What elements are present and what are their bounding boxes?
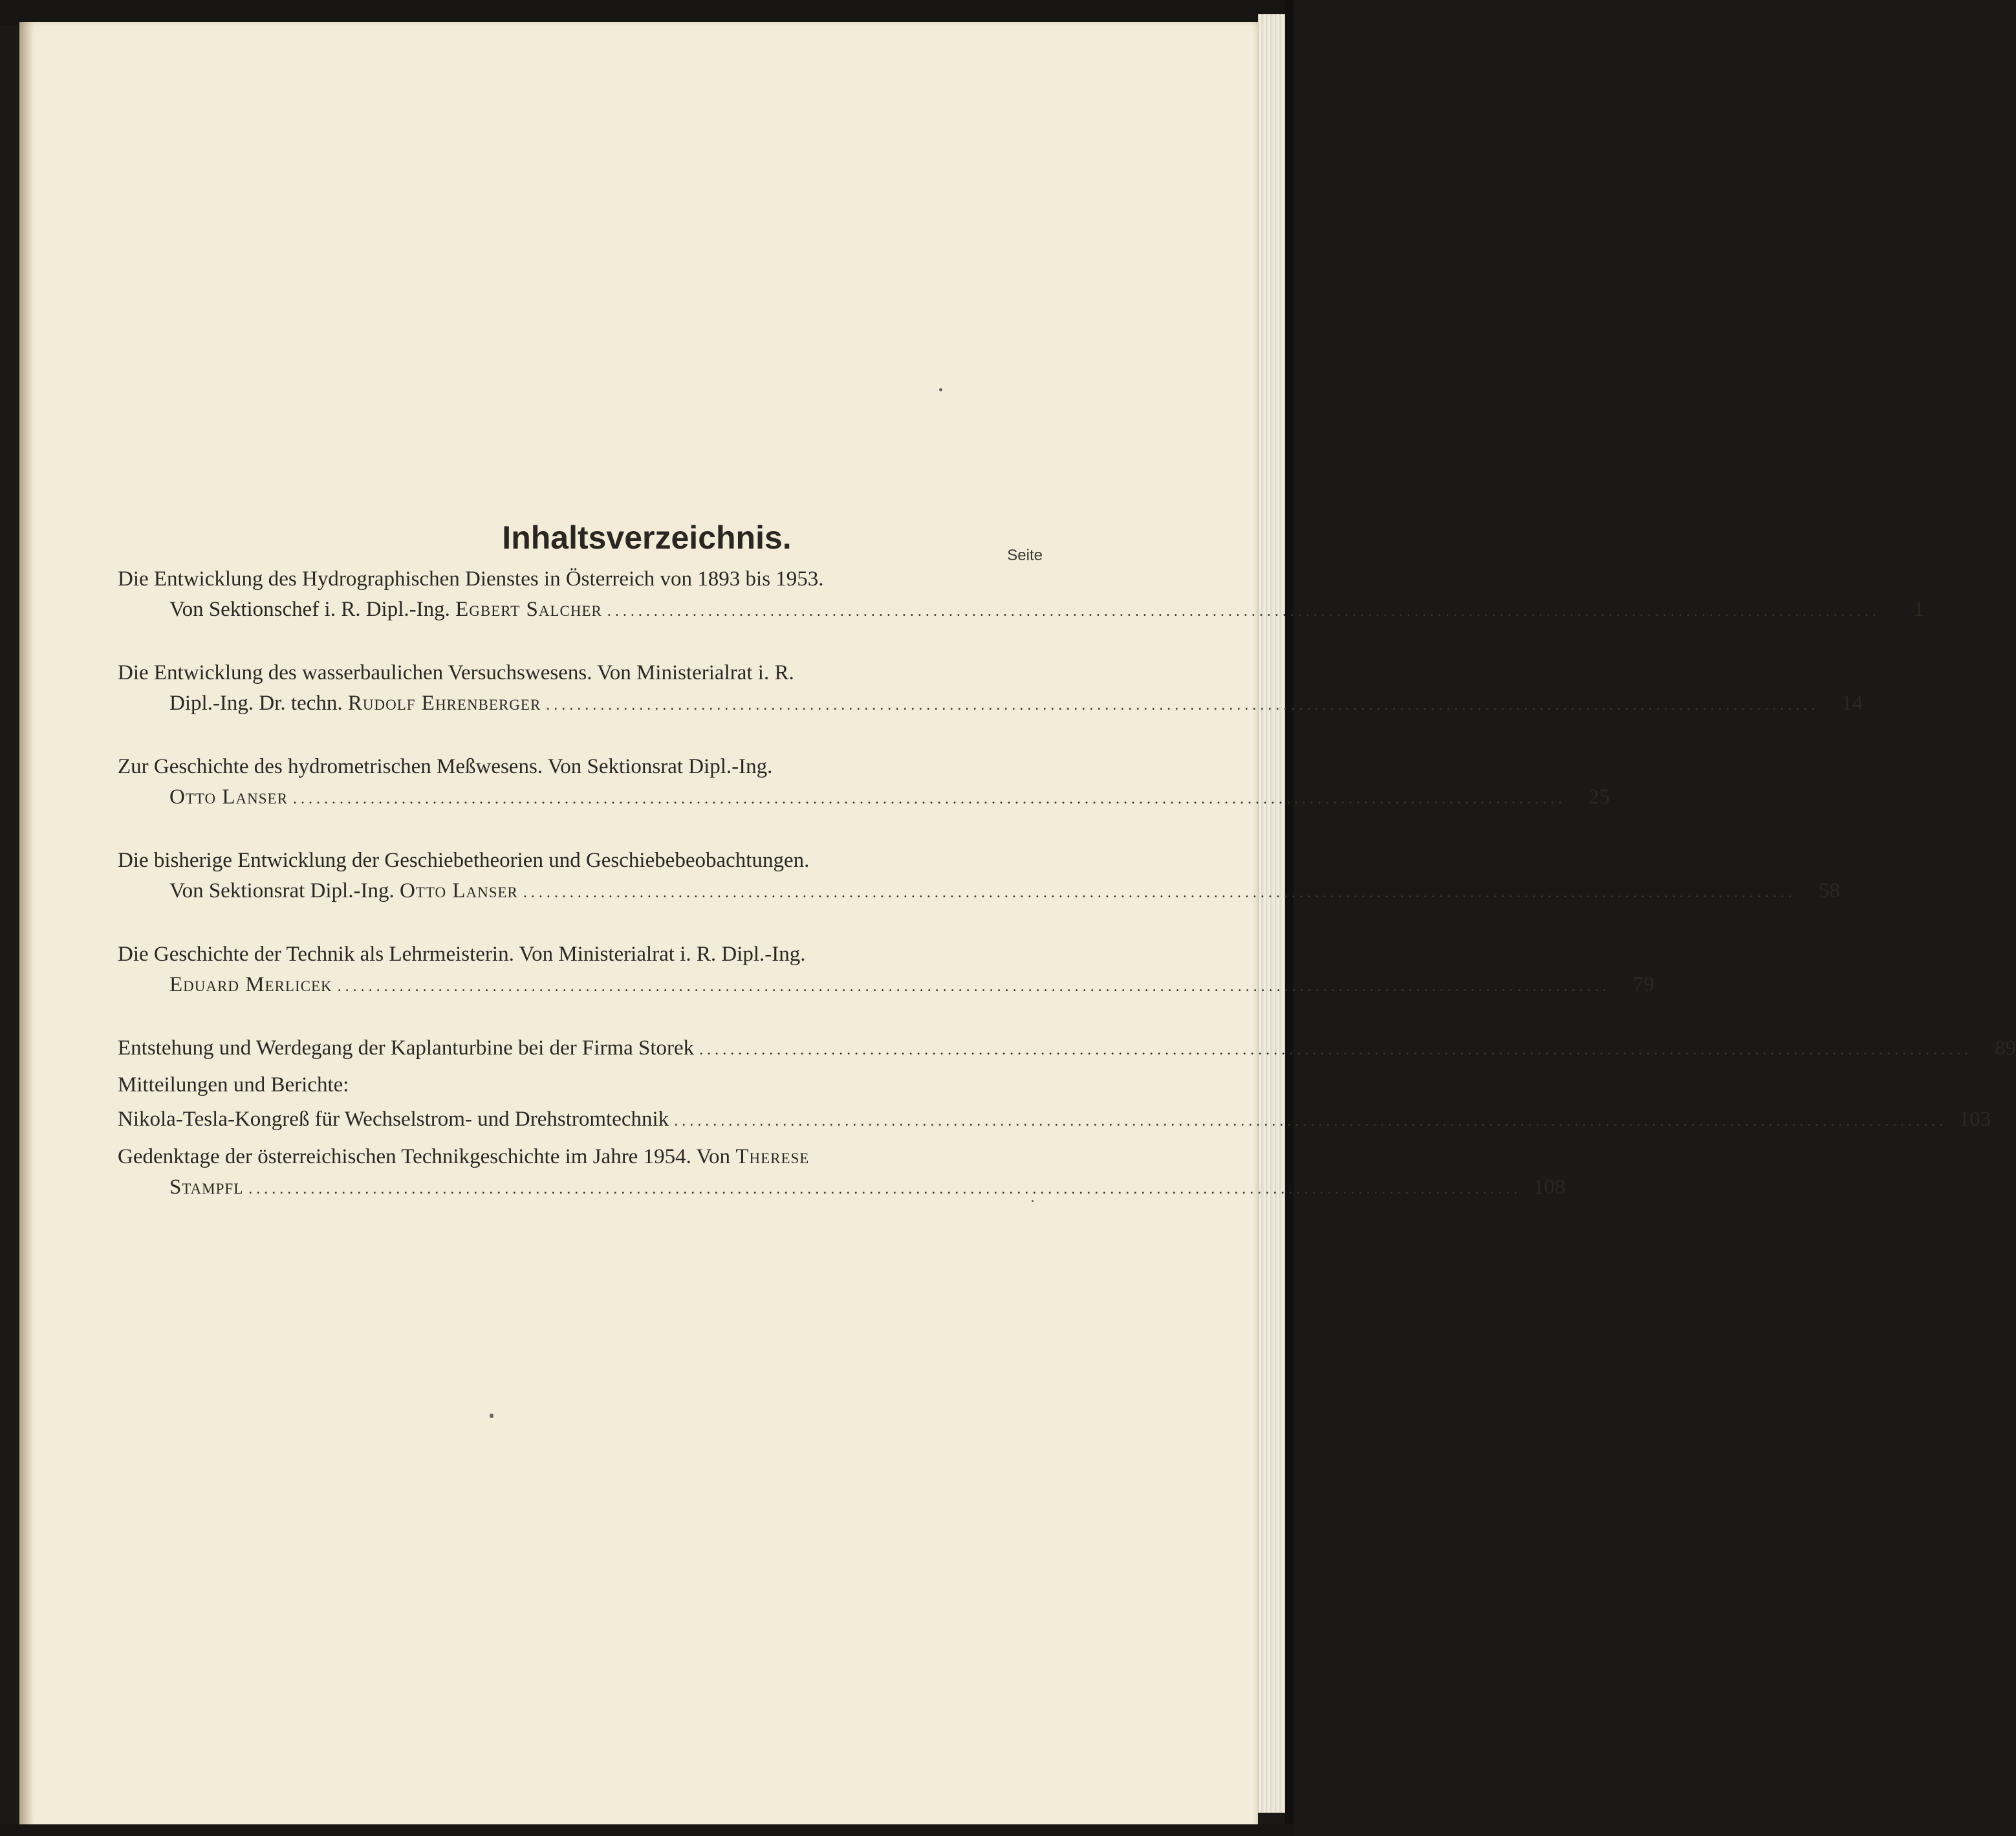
toc-entry-title: Nikola-Tesla-Kongreß für Wechselstrom- und Drehstromtechnik <box>118 1108 669 1131</box>
toc-entry-page: 1 <box>1913 598 1924 621</box>
toc-entry <box>118 1104 1991 1137</box>
toc-entry-author: Therese <box>735 1145 810 1168</box>
toc-entry-line <box>118 595 1924 627</box>
dot-leader: .................................................................................................................................................................... <box>607 603 1880 620</box>
toc-entry-line <box>118 564 1049 595</box>
toc-entry-line <box>118 1172 1566 1205</box>
dot-leader: .................................................................................................................................................................... <box>699 1042 1973 1058</box>
dot-leader: .................................................................................................................................................................... <box>546 697 1819 714</box>
toc-entry <box>118 1033 2016 1066</box>
toc-entry-author-prefix: Von Sektionsrat Dipl.-Ing. <box>169 879 395 902</box>
toc-entry-title: Die Entwicklung des wasserbaulichen Versuchswesens. Von Ministerialrat i. R. <box>118 661 794 684</box>
paper-speck <box>939 388 942 391</box>
toc-entry-page: 25 <box>1588 785 1610 809</box>
toc-entry-title: Gedenktage der österreichischen Technikgeschichte im Jahre 1954. Von <box>118 1145 731 1168</box>
toc-entry-author: Otto Lanser <box>169 785 288 809</box>
toc-entry-author: Egbert Salcher <box>455 598 602 621</box>
toc-entry-line <box>118 688 1863 721</box>
toc-entry-page: 58 <box>1818 879 1840 902</box>
page-gutter-shadow <box>19 22 34 1832</box>
toc-entry-title-row <box>118 1142 809 1172</box>
toc-entry-line <box>118 752 1049 782</box>
dot-leader: .................................................................................................................................................................... <box>523 884 1796 901</box>
toc-entry-title: Die bisherige Entwicklung der Geschiebetheorien und Geschiebebeobachtungen. <box>118 849 810 872</box>
dot-leader: .................................................................................................................................................................... <box>248 1181 1522 1197</box>
toc-entry-title: Entstehung und Werdegang der Kaplanturbine bei der Firma Storek <box>118 1036 695 1060</box>
section-heading-text: Mitteilungen und Berichte: <box>118 1073 349 1097</box>
scan-bottom-border <box>0 1824 1294 1836</box>
toc-entry-line <box>118 1033 2016 1066</box>
scan-top-border <box>0 0 1294 25</box>
toc-entry-line <box>118 939 1049 970</box>
toc-entry <box>118 564 1924 627</box>
toc-entry <box>118 658 1863 721</box>
toc-entry-line <box>118 658 1049 688</box>
table-of-contents <box>118 564 2016 1205</box>
toc-entry-line <box>118 876 1840 908</box>
toc-entry-author: Stampfl <box>169 1175 244 1199</box>
paper-speck <box>490 1414 493 1418</box>
toc-entry-page: 79 <box>1632 973 1654 996</box>
page-stack-edge <box>1258 14 1286 1813</box>
toc-entry-title: Zur Geschichte des hydrometrischen Meßwesens. Von Sektionsrat Dipl.-Ing. <box>118 755 773 778</box>
dot-leader: .................................................................................................................................................................... <box>337 978 1610 995</box>
toc-entry-author: Otto Lanser <box>399 879 518 902</box>
toc-entry-line <box>118 846 1049 876</box>
toc-entry-line <box>118 970 1654 1002</box>
toc-entry <box>118 939 1654 1002</box>
toc-entry-page: 103 <box>1958 1108 1991 1131</box>
toc-entry <box>118 1142 1566 1205</box>
toc-entry-page: 89 <box>1995 1036 2016 1060</box>
toc-entry-page: 14 <box>1841 692 1863 715</box>
toc-entry-title: Die Entwicklung des Hydrographischen Dienstes in Österreich von 1893 bis 1953. <box>118 567 824 591</box>
toc-entry-author-prefix: Dipl.-Ing. Dr. techn. <box>169 692 343 715</box>
toc-entry-page: 108 <box>1533 1175 1566 1199</box>
toc-entry <box>118 752 1610 814</box>
toc-entry-author: Rudolf Ehrenberger <box>347 692 541 715</box>
page-title: Inhaltsverzeichnis. <box>502 519 792 556</box>
dot-leader: .................................................................................................................................................................... <box>674 1113 1947 1130</box>
toc-entry-line <box>118 782 1610 814</box>
toc-entry-title: Die Geschichte der Technik als Lehrmeisterin. Von Ministerialrat i. R. Dipl.-Ing. <box>118 943 806 966</box>
scan-right-border <box>1285 0 1294 1836</box>
toc-entry-line <box>118 1104 1991 1137</box>
toc-entry-author-prefix: Von Sektionschef i. R. Dipl.-Ing. <box>169 598 450 621</box>
toc-entry-author: Eduard Merlicek <box>169 973 332 996</box>
toc-entry <box>118 846 1840 908</box>
toc-entry-line <box>118 1142 1049 1172</box>
page-column-label: Seite <box>1007 547 1043 564</box>
dot-leader: .................................................................................................................................................................... <box>292 791 1566 807</box>
toc-section-heading <box>118 1070 1049 1100</box>
